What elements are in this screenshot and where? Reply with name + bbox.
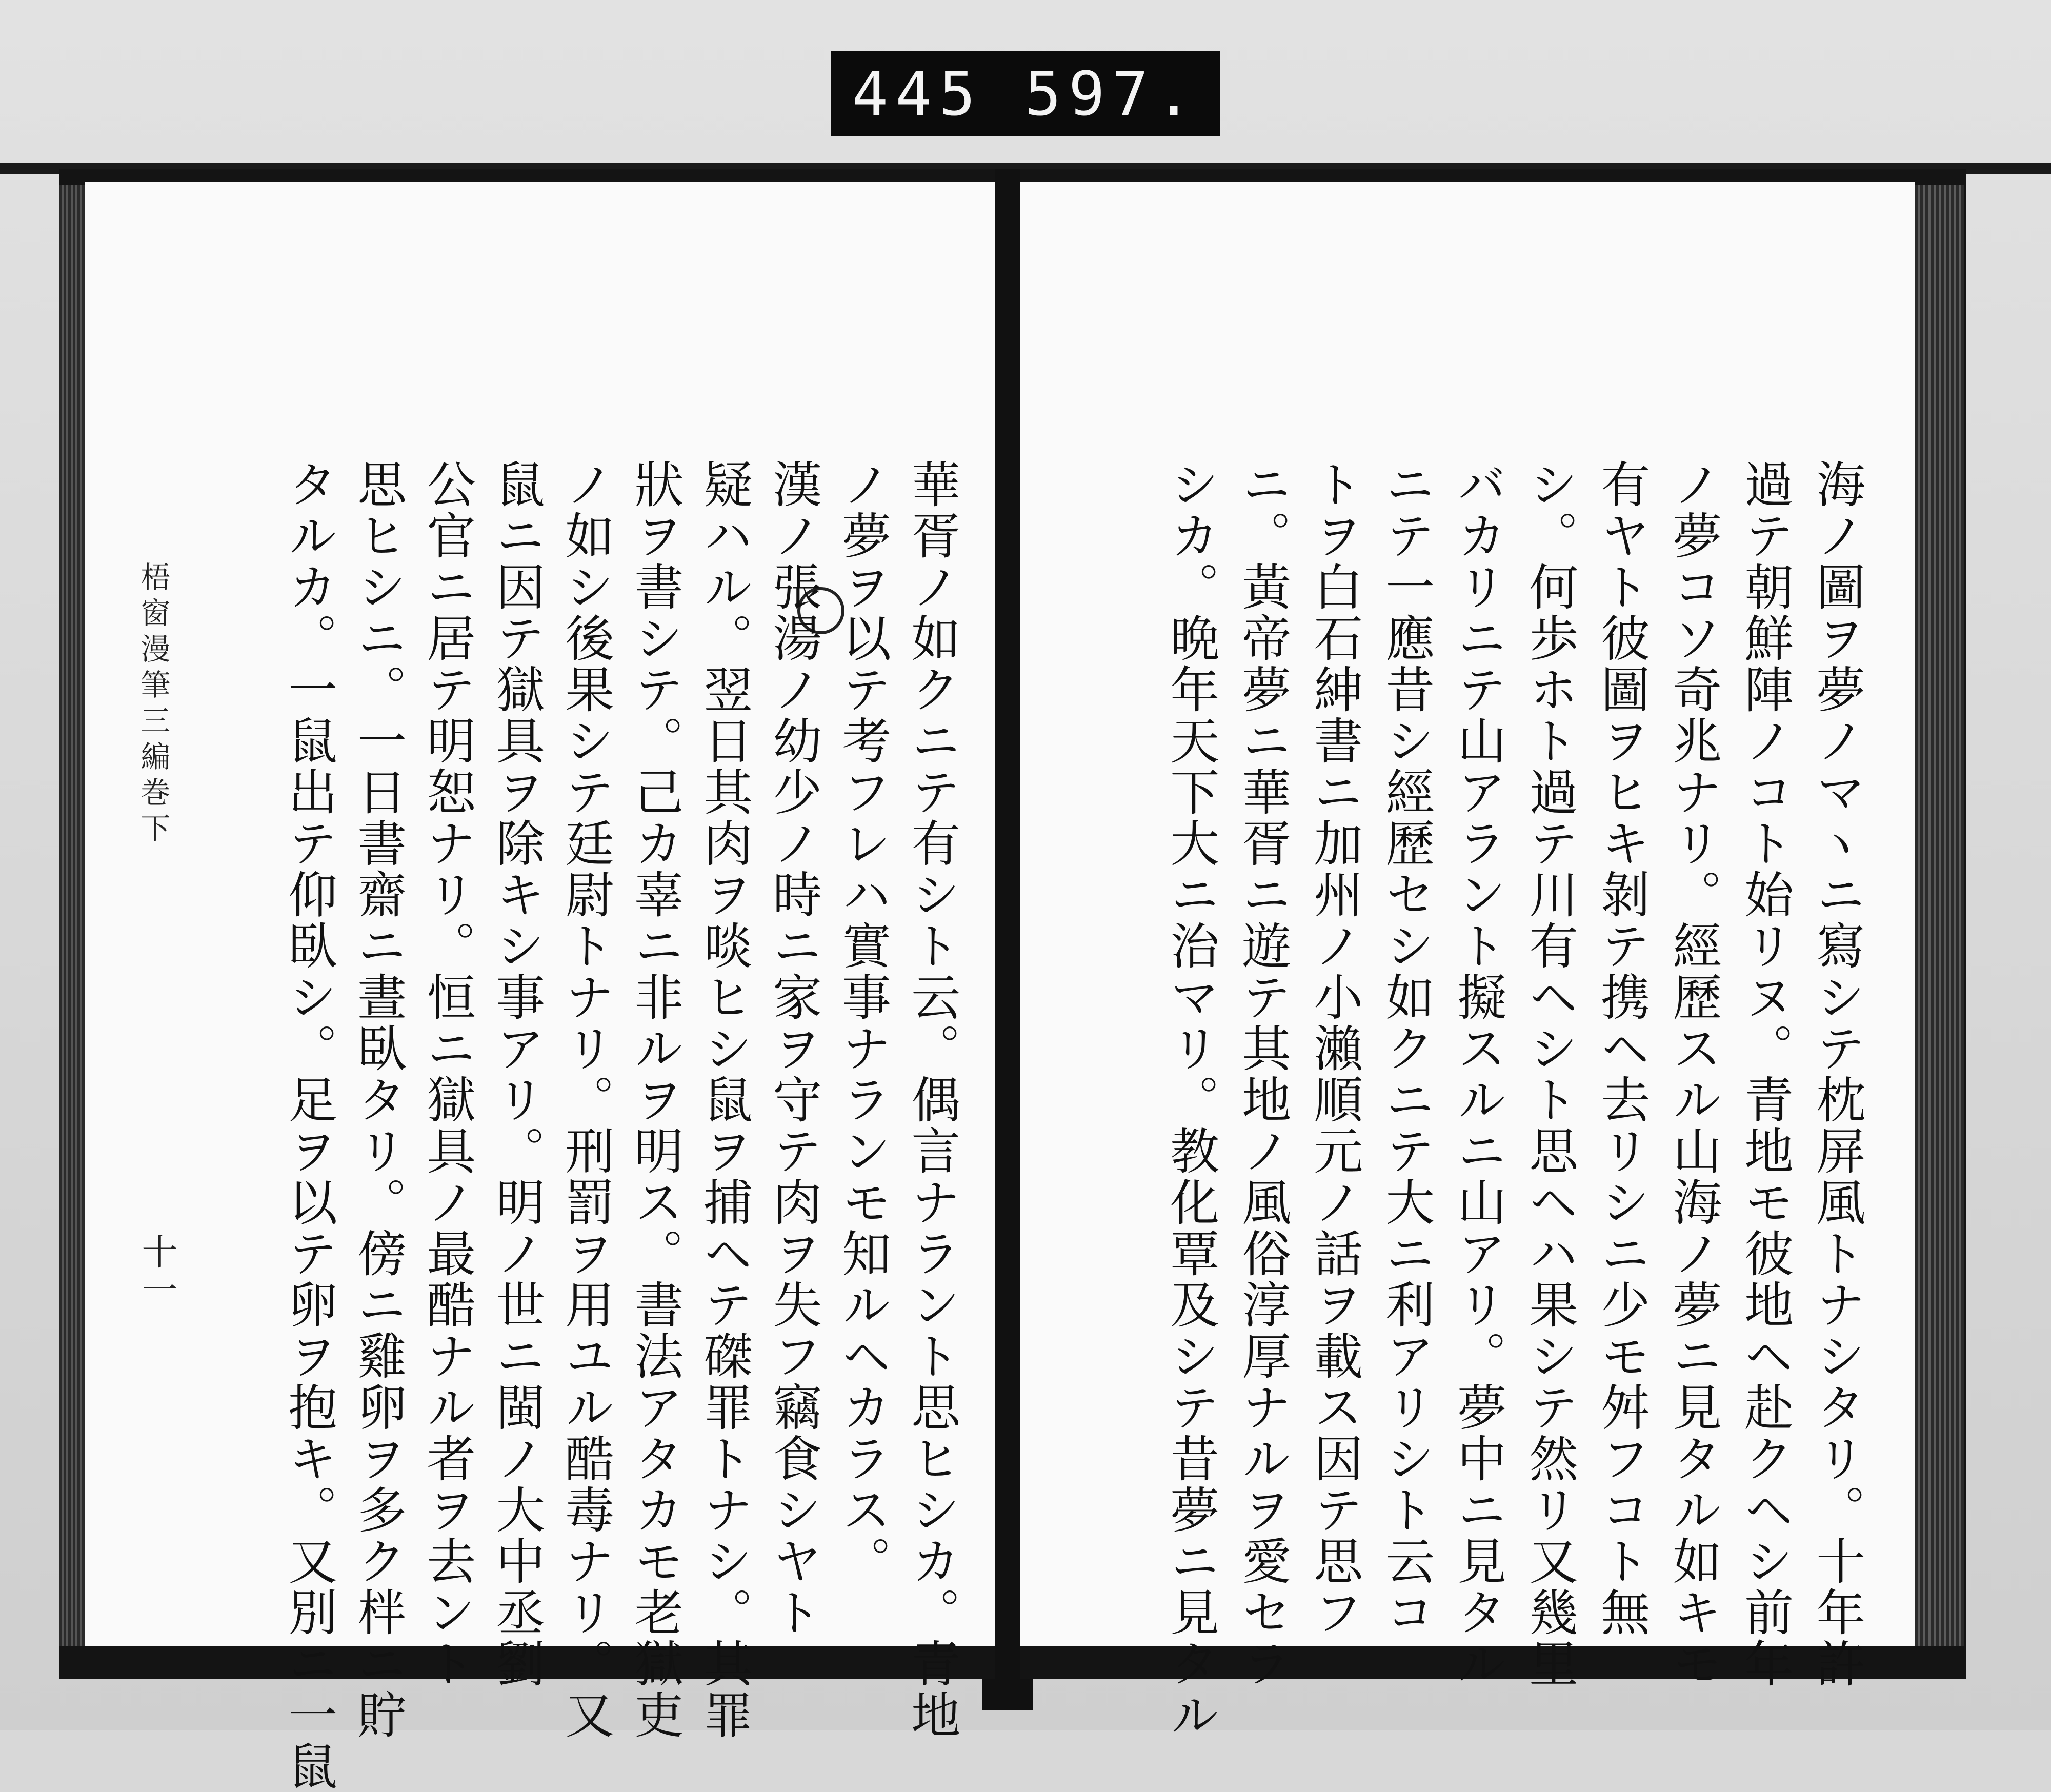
right-column-5: シ。何歩ホト過テ川有ヘシト思ヘハ果シテ然リ又幾里 bbox=[1521, 459, 1579, 1689]
right-column-1: 海ノ圖ヲ夢ノマヽニ寫シテ枕屏風トナシタリ。十年許 bbox=[1808, 459, 1866, 1689]
right-column-7: ニテ一應昔シ經歷セシ如クニテ大ニ利アリシト云コ bbox=[1377, 459, 1435, 1638]
page-edges-right bbox=[1915, 185, 1964, 1646]
right-column-3: ノ夢コソ奇兆ナリ。經歷スル山海ノ夢ニ見タル如キモ bbox=[1664, 459, 1722, 1689]
page-edges-left bbox=[59, 185, 85, 1646]
left-column-9: 思ヒシニ。一日書齋ニ晝臥タリ。傍ニ雞卵ヲ多ク柈ニ貯 bbox=[349, 459, 407, 1741]
left-column-2: ノ夢ヲ以テ考フレハ實事ナランモ知ルヘカラス。 bbox=[834, 459, 892, 1587]
left-column-7: 鼠ニ因テ獄具ヲ除キシ事アリ。明ノ世ニ閩ノ大中丞劉 bbox=[488, 459, 546, 1689]
right-page bbox=[1020, 182, 1915, 1741]
catalog-number-tag bbox=[831, 51, 1220, 136]
right-column-10: シカ。晩年天下大ニ治マリ。教化覃及シテ昔夢ニ見タル bbox=[1162, 459, 1220, 1741]
catalog-number-left: 445 bbox=[852, 58, 983, 129]
right-column-9: ニ。黃帝夢ニ華胥ニ遊テ其地ノ風俗淳厚ナルヲ愛セラ bbox=[1234, 459, 1292, 1689]
left-column-5: 狀ヲ書シテ。己カ辜ニ非ルヲ明ス。書法アタカモ老獄吏 bbox=[626, 459, 684, 1741]
left-column-4: 疑ハル。翌日其肉ヲ啖ヒシ鼠ヲ捕ヘテ磔罪トナシ。其罪 bbox=[695, 459, 753, 1741]
page-folio: 十一 bbox=[136, 1233, 178, 1309]
bottom-tab bbox=[982, 1679, 1033, 1710]
right-column-2: 過テ朝鮮陣ノコト始リヌ。青地モ彼地ヘ赴クヘシ前年 bbox=[1736, 459, 1794, 1689]
left-column-8: 公官ニ居テ明恕ナリ。恒ニ獄具ノ最酷ナル者ヲ去ント bbox=[418, 459, 476, 1689]
left-column-10: タルカ。一鼠出テ仰臥シ。足ヲ以テ卵ヲ抱キ。又別ニ一鼠 bbox=[280, 459, 338, 1792]
book-gutter bbox=[995, 169, 1020, 1679]
right-column-4: 有ヤト彼圖ヲヒキ剝テ携ヘ去リシニ少モ舛フコト無 bbox=[1593, 459, 1651, 1638]
running-title: 梧窗漫筆三編巻下 bbox=[135, 561, 171, 849]
left-column-1: 華胥ノ如クニテ有シト云。偶言ナラント思ヒシカ。青地 bbox=[903, 459, 961, 1741]
left-column-6: ノ如シ後果シテ廷尉トナリ。刑罰ヲ用ユル酷毒ナリ。又 bbox=[557, 459, 615, 1741]
right-column-8: トヲ白石紳書ニ加州ノ小瀨順元ノ話ヲ載ス因テ思フ bbox=[1305, 459, 1363, 1638]
left-page bbox=[85, 182, 995, 1792]
catalog-number-right: 597. bbox=[1024, 58, 1199, 129]
left-column-3: 漢ノ張湯ノ幼少ノ時ニ家ヲ守テ肉ヲ失フ竊食シヤト bbox=[765, 459, 822, 1638]
right-column-6: バカリニテ山アラント擬スルニ山アリ。夢中ニ見タル bbox=[1449, 459, 1507, 1689]
